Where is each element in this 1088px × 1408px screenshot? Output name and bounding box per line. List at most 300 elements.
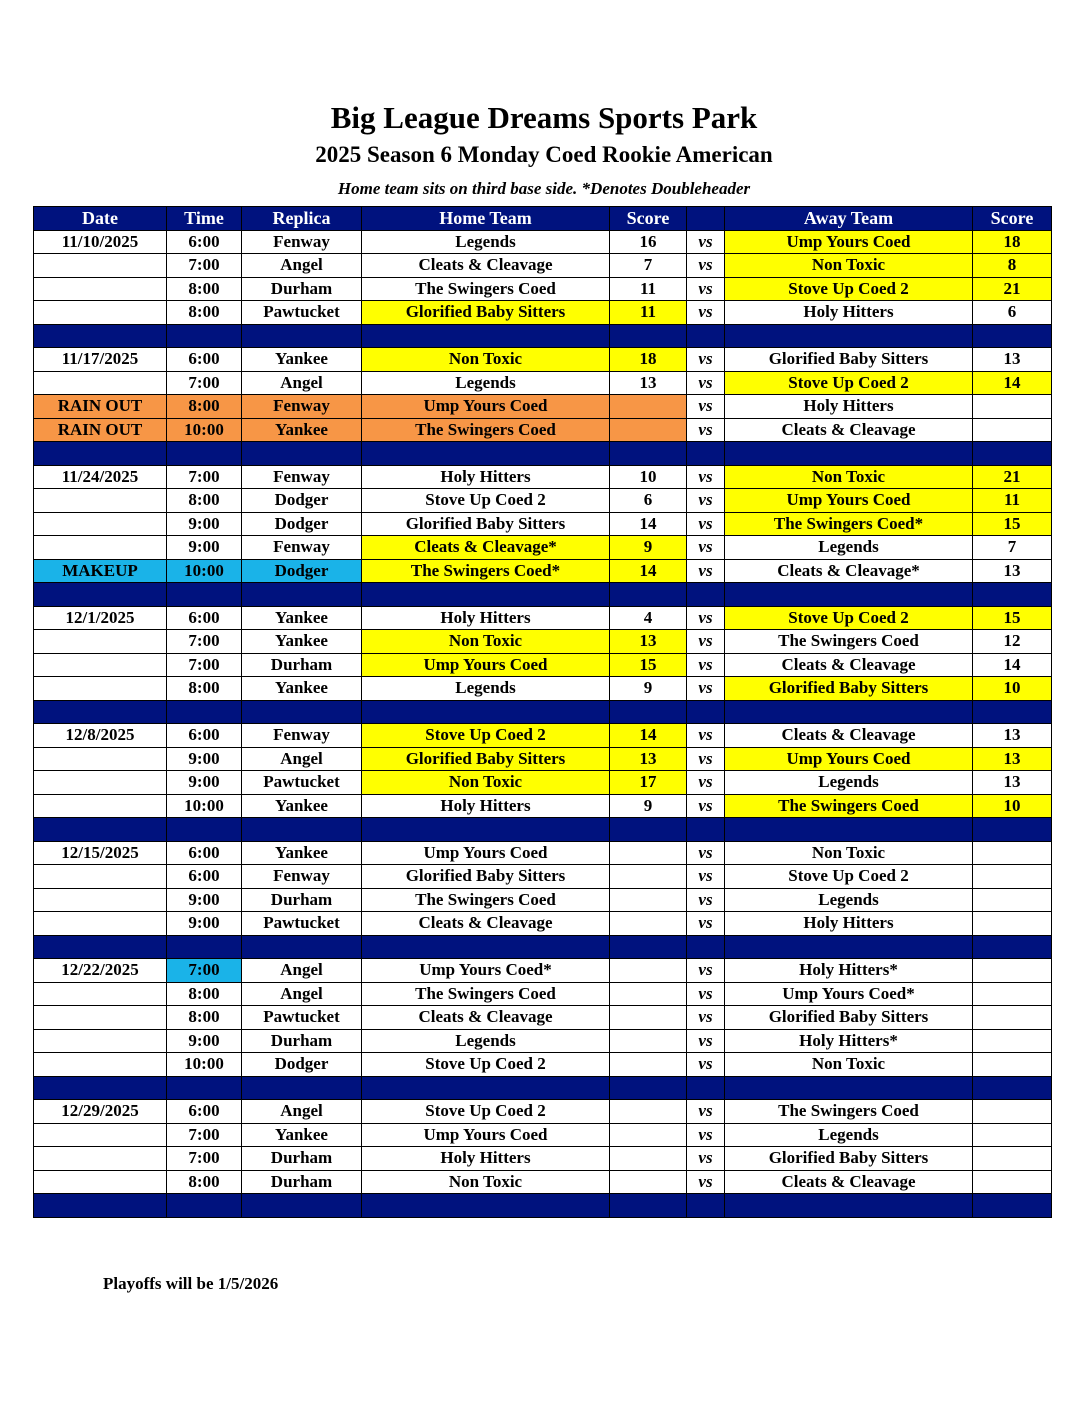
col-replica: Replica: [242, 207, 362, 231]
game-time: 7:00: [167, 1123, 242, 1147]
week-separator: [34, 818, 1052, 842]
home-team: The Swingers Coed: [362, 982, 610, 1006]
home-score: 7: [610, 254, 687, 278]
game-date: 12/15/2025: [34, 841, 167, 865]
vs-label: vs: [687, 606, 725, 630]
game-row: [34, 1100, 1052, 1124]
away-team: Holy Hitters: [725, 912, 973, 936]
home-score: [610, 418, 687, 442]
game-time: 7:00: [167, 465, 242, 489]
away-team: The Swingers Coed: [725, 630, 973, 654]
home-score: [610, 982, 687, 1006]
game-time: 7:00: [167, 1147, 242, 1171]
game-date: [34, 771, 167, 795]
separator-cell: [725, 442, 973, 466]
away-team: Glorified Baby Sitters: [725, 1006, 973, 1030]
home-score: [610, 1123, 687, 1147]
game-time: 6:00: [167, 606, 242, 630]
home-team: The Swingers Coed: [362, 418, 610, 442]
home-team: Cleats & Cleavage: [362, 254, 610, 278]
game-row: [34, 536, 1052, 560]
vs-label: vs: [687, 1006, 725, 1030]
away-score: 7: [973, 536, 1052, 560]
vs-label: vs: [687, 348, 725, 372]
separator-cell: [167, 935, 242, 959]
vs-label: vs: [687, 1100, 725, 1124]
separator-cell: [242, 442, 362, 466]
game-date: 11/24/2025: [34, 465, 167, 489]
away-score: [973, 1053, 1052, 1077]
game-row: [34, 1053, 1052, 1077]
game-row: [34, 348, 1052, 372]
vs-label: vs: [687, 747, 725, 771]
game-time: 10:00: [167, 418, 242, 442]
vs-label: vs: [687, 465, 725, 489]
home-score: 4: [610, 606, 687, 630]
game-row: [34, 653, 1052, 677]
away-score: [973, 1170, 1052, 1194]
game-row: [34, 841, 1052, 865]
home-team: Stove Up Coed 2: [362, 1100, 610, 1124]
game-time: 8:00: [167, 677, 242, 701]
game-field: Yankee: [242, 418, 362, 442]
away-team: Ump Yours Coed: [725, 489, 973, 513]
home-score: 13: [610, 630, 687, 654]
game-row: [34, 489, 1052, 513]
away-score: 12: [973, 630, 1052, 654]
col-home-team: Home Team: [362, 207, 610, 231]
separator-cell: [610, 442, 687, 466]
separator-cell: [167, 700, 242, 724]
separator-cell: [973, 583, 1052, 607]
game-date: [34, 1147, 167, 1171]
game-field: Yankee: [242, 794, 362, 818]
separator-cell: [973, 935, 1052, 959]
separator-cell: [610, 935, 687, 959]
separator-cell: [242, 700, 362, 724]
game-date: [34, 1170, 167, 1194]
game-date: 12/8/2025: [34, 724, 167, 748]
away-score: 13: [973, 771, 1052, 795]
game-row: [34, 677, 1052, 701]
vs-label: vs: [687, 371, 725, 395]
week-separator: [34, 442, 1052, 466]
game-time: 6:00: [167, 1100, 242, 1124]
vs-label: vs: [687, 630, 725, 654]
col-time: Time: [167, 207, 242, 231]
game-time: 9:00: [167, 536, 242, 560]
game-time: 7:00: [167, 653, 242, 677]
away-score: 14: [973, 653, 1052, 677]
game-time: 9:00: [167, 747, 242, 771]
vs-label: vs: [687, 912, 725, 936]
home-score: 15: [610, 653, 687, 677]
game-field: Angel: [242, 747, 362, 771]
away-score: 15: [973, 606, 1052, 630]
game-date: [34, 1006, 167, 1030]
separator-cell: [167, 324, 242, 348]
game-date: [34, 1029, 167, 1053]
game-field: Yankee: [242, 841, 362, 865]
separator-cell: [973, 818, 1052, 842]
home-team: Glorified Baby Sitters: [362, 865, 610, 889]
home-team: Legends: [362, 677, 610, 701]
game-date: 12/1/2025: [34, 606, 167, 630]
home-team: Holy Hitters: [362, 794, 610, 818]
game-date: [34, 653, 167, 677]
page-title: Big League Dreams Sports Park: [330, 100, 758, 135]
game-date: [34, 630, 167, 654]
separator-cell: [687, 935, 725, 959]
game-date: [34, 888, 167, 912]
game-row: [34, 912, 1052, 936]
game-row: [34, 254, 1052, 278]
game-date: [34, 982, 167, 1006]
game-time: 7:00: [167, 254, 242, 278]
game-field: Durham: [242, 277, 362, 301]
game-row: [34, 1170, 1052, 1194]
game-row: [34, 371, 1052, 395]
away-score: [973, 959, 1052, 983]
schedule-table: [33, 206, 1052, 1218]
away-score: 13: [973, 348, 1052, 372]
separator-cell: [34, 1076, 167, 1100]
game-time: 9:00: [167, 771, 242, 795]
away-team: Ump Yours Coed: [725, 747, 973, 771]
separator-cell: [725, 1194, 973, 1218]
separator-cell: [362, 935, 610, 959]
home-team: Stove Up Coed 2: [362, 1053, 610, 1077]
game-row: [34, 771, 1052, 795]
away-team: The Swingers Coed: [725, 794, 973, 818]
game-date: [34, 277, 167, 301]
away-team: The Swingers Coed: [725, 1100, 973, 1124]
separator-cell: [610, 700, 687, 724]
home-team: Legends: [362, 1029, 610, 1053]
game-field: Durham: [242, 1029, 362, 1053]
game-field: Fenway: [242, 724, 362, 748]
game-time: 6:00: [167, 841, 242, 865]
separator-cell: [725, 1076, 973, 1100]
home-team: Glorified Baby Sitters: [362, 747, 610, 771]
home-team: Glorified Baby Sitters: [362, 301, 610, 325]
vs-label: vs: [687, 418, 725, 442]
game-date: [34, 254, 167, 278]
game-date: [34, 912, 167, 936]
away-score: 8: [973, 254, 1052, 278]
home-team: Non Toxic: [362, 771, 610, 795]
separator-cell: [34, 935, 167, 959]
game-row: [34, 230, 1052, 254]
game-date: RAIN OUT: [34, 395, 167, 419]
away-team: Stove Up Coed 2: [725, 865, 973, 889]
game-row: [34, 1147, 1052, 1171]
away-score: [973, 888, 1052, 912]
separator-cell: [167, 583, 242, 607]
away-score: 15: [973, 512, 1052, 536]
separator-cell: [687, 1076, 725, 1100]
away-score: [973, 1100, 1052, 1124]
vs-label: vs: [687, 1170, 725, 1194]
away-score: [973, 1147, 1052, 1171]
schedule-body: [34, 230, 1052, 1217]
home-score: 18: [610, 348, 687, 372]
game-field: Durham: [242, 1170, 362, 1194]
game-time: 8:00: [167, 489, 242, 513]
away-score: [973, 418, 1052, 442]
vs-label: vs: [687, 1147, 725, 1171]
away-score: [973, 841, 1052, 865]
game-row: [34, 277, 1052, 301]
home-score: 9: [610, 536, 687, 560]
game-time: 7:00: [167, 630, 242, 654]
vs-label: vs: [687, 254, 725, 278]
game-date: 11/17/2025: [34, 348, 167, 372]
home-team: Cleats & Cleavage*: [362, 536, 610, 560]
away-team: Cleats & Cleavage: [725, 724, 973, 748]
home-score: 9: [610, 794, 687, 818]
game-field: Angel: [242, 254, 362, 278]
vs-label: vs: [687, 395, 725, 419]
away-team: Holy Hitters: [725, 395, 973, 419]
vs-label: vs: [687, 653, 725, 677]
home-score: 10: [610, 465, 687, 489]
separator-cell: [362, 583, 610, 607]
separator-cell: [687, 1194, 725, 1218]
home-score: 13: [610, 371, 687, 395]
game-row: [34, 865, 1052, 889]
game-row: [34, 724, 1052, 748]
away-team: Legends: [725, 888, 973, 912]
game-row: [34, 1006, 1052, 1030]
game-time: 9:00: [167, 912, 242, 936]
game-row: [34, 959, 1052, 983]
separator-cell: [34, 324, 167, 348]
home-team: Glorified Baby Sitters: [362, 512, 610, 536]
home-team: Ump Yours Coed: [362, 841, 610, 865]
home-score: [610, 1170, 687, 1194]
game-field: Angel: [242, 959, 362, 983]
away-team: Non Toxic: [725, 465, 973, 489]
game-time: 8:00: [167, 277, 242, 301]
separator-cell: [973, 1076, 1052, 1100]
vs-label: vs: [687, 1123, 725, 1147]
game-field: Yankee: [242, 677, 362, 701]
home-team: The Swingers Coed: [362, 888, 610, 912]
separator-cell: [610, 324, 687, 348]
game-field: Fenway: [242, 395, 362, 419]
game-time: 9:00: [167, 888, 242, 912]
vs-label: vs: [687, 982, 725, 1006]
vs-label: vs: [687, 677, 725, 701]
season-subtitle: 2025 Season 6 Monday Coed Rookie American: [315, 142, 773, 167]
vs-label: vs: [687, 724, 725, 748]
separator-cell: [34, 1194, 167, 1218]
separator-cell: [725, 700, 973, 724]
separator-cell: [167, 818, 242, 842]
separator-cell: [362, 700, 610, 724]
away-score: 13: [973, 724, 1052, 748]
home-score: 16: [610, 230, 687, 254]
game-date: [34, 794, 167, 818]
game-field: Angel: [242, 371, 362, 395]
away-score: 21: [973, 465, 1052, 489]
game-time: 8:00: [167, 1170, 242, 1194]
game-row: [34, 559, 1052, 583]
home-score: 11: [610, 277, 687, 301]
separator-cell: [242, 583, 362, 607]
home-score: [610, 1006, 687, 1030]
week-separator: [34, 583, 1052, 607]
separator-cell: [167, 1076, 242, 1100]
week-separator: [34, 324, 1052, 348]
home-team: Stove Up Coed 2: [362, 724, 610, 748]
game-field: Durham: [242, 1147, 362, 1171]
home-team: Holy Hitters: [362, 465, 610, 489]
week-separator: [34, 1194, 1052, 1218]
home-score: 14: [610, 559, 687, 583]
game-date: MAKEUP: [34, 559, 167, 583]
game-field: Fenway: [242, 865, 362, 889]
game-field: Angel: [242, 1100, 362, 1124]
game-time: 6:00: [167, 724, 242, 748]
game-date: [34, 301, 167, 325]
game-row: [34, 888, 1052, 912]
away-score: 13: [973, 559, 1052, 583]
game-row: [34, 606, 1052, 630]
away-team: Cleats & Cleavage*: [725, 559, 973, 583]
away-team: Cleats & Cleavage: [725, 1170, 973, 1194]
home-team: Ump Yours Coed: [362, 653, 610, 677]
game-field: Pawtucket: [242, 912, 362, 936]
separator-cell: [167, 1194, 242, 1218]
col-away-score: Score: [973, 207, 1052, 231]
home-score: [610, 959, 687, 983]
home-score: 14: [610, 724, 687, 748]
vs-label: vs: [687, 794, 725, 818]
separator-cell: [610, 583, 687, 607]
away-score: [973, 912, 1052, 936]
game-field: Dodger: [242, 489, 362, 513]
separator-cell: [687, 700, 725, 724]
game-time: 10:00: [167, 559, 242, 583]
game-date: [34, 371, 167, 395]
away-score: 10: [973, 794, 1052, 818]
game-row: [34, 794, 1052, 818]
separator-cell: [973, 1194, 1052, 1218]
game-field: Yankee: [242, 630, 362, 654]
away-score: [973, 395, 1052, 419]
game-row: [34, 982, 1052, 1006]
away-score: 6: [973, 301, 1052, 325]
game-row: [34, 465, 1052, 489]
game-date: [34, 1123, 167, 1147]
away-team: Legends: [725, 771, 973, 795]
separator-cell: [973, 700, 1052, 724]
separator-cell: [725, 935, 973, 959]
home-team: Ump Yours Coed: [362, 1123, 610, 1147]
away-team: The Swingers Coed*: [725, 512, 973, 536]
game-row: [34, 395, 1052, 419]
separator-cell: [610, 818, 687, 842]
away-team: Glorified Baby Sitters: [725, 1147, 973, 1171]
home-score: 11: [610, 301, 687, 325]
away-score: 21: [973, 277, 1052, 301]
game-date: [34, 512, 167, 536]
separator-cell: [242, 1194, 362, 1218]
game-field: Durham: [242, 653, 362, 677]
week-separator: [34, 935, 1052, 959]
game-time: 7:00: [167, 959, 242, 983]
home-score: [610, 1147, 687, 1171]
home-score: 13: [610, 747, 687, 771]
game-time: 9:00: [167, 512, 242, 536]
game-time: 9:00: [167, 1029, 242, 1053]
game-time: 8:00: [167, 395, 242, 419]
header-row: [34, 207, 1052, 231]
home-team: Non Toxic: [362, 1170, 610, 1194]
away-score: 14: [973, 371, 1052, 395]
week-separator: [34, 1076, 1052, 1100]
vs-label: vs: [687, 230, 725, 254]
home-score: [610, 395, 687, 419]
game-date: [34, 747, 167, 771]
home-score: 14: [610, 512, 687, 536]
separator-cell: [362, 442, 610, 466]
separator-cell: [725, 818, 973, 842]
separator-cell: [242, 1076, 362, 1100]
home-team: Legends: [362, 230, 610, 254]
game-date: 12/22/2025: [34, 959, 167, 983]
home-score: [610, 865, 687, 889]
vs-label: vs: [687, 1053, 725, 1077]
game-time: 8:00: [167, 982, 242, 1006]
separator-cell: [725, 583, 973, 607]
away-score: [973, 1123, 1052, 1147]
vs-label: vs: [687, 489, 725, 513]
game-date: [34, 865, 167, 889]
separator-cell: [34, 442, 167, 466]
home-score: [610, 841, 687, 865]
game-date: [34, 1053, 167, 1077]
game-date: 11/10/2025: [34, 230, 167, 254]
game-row: [34, 418, 1052, 442]
vs-label: vs: [687, 888, 725, 912]
vs-label: vs: [687, 536, 725, 560]
away-team: Holy Hitters*: [725, 959, 973, 983]
game-field: Yankee: [242, 348, 362, 372]
home-score: [610, 1029, 687, 1053]
game-row: [34, 630, 1052, 654]
vs-label: vs: [687, 559, 725, 583]
away-team: Holy Hitters*: [725, 1029, 973, 1053]
separator-cell: [362, 324, 610, 348]
week-separator: [34, 700, 1052, 724]
home-score: [610, 888, 687, 912]
separator-cell: [687, 324, 725, 348]
game-field: Dodger: [242, 1053, 362, 1077]
home-team: The Swingers Coed*: [362, 559, 610, 583]
separator-cell: [687, 583, 725, 607]
home-team: Stove Up Coed 2: [362, 489, 610, 513]
game-field: Pawtucket: [242, 771, 362, 795]
game-field: Dodger: [242, 559, 362, 583]
vs-label: vs: [687, 865, 725, 889]
separator-cell: [242, 324, 362, 348]
home-team-note: Home team sits on third base side. *Denotes Doubleheader: [337, 179, 751, 198]
away-team: Legends: [725, 1123, 973, 1147]
game-time: 10:00: [167, 794, 242, 818]
